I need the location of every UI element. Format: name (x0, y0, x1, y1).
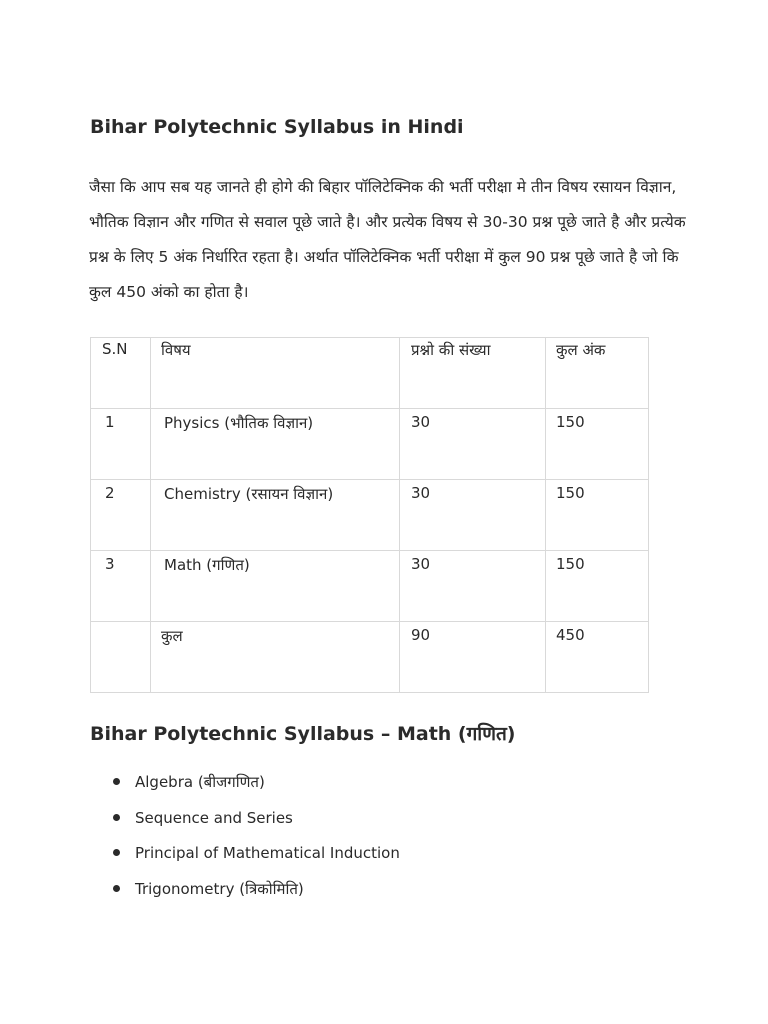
intro-paragraph: जैसा कि आप सब यह जानते ही होगे की बिहार पॉलिटेक्निक की भर्ती परीक्षा मे तीन विषय रसायन विज्ञान, भौतिक विज्ञान और गणित से सवाल पूछे जाते है। और प्रत्येक विषय से 30-30 प्रश्न पूछे जाते है और प्रत्येक प्रश्न के लिए 5 अंक निर्धारित रहता है। अर्थात पॉलिटेक्निक भर्ती परीक्षा में कुल 90 प्रश्न पूछे जाते है जो कि कुल 450 अंको का होता है। (89, 178, 686, 301)
header-cell-subject: विषय (151, 338, 400, 409)
cell-sn: 1 (91, 409, 151, 480)
list-item (112, 840, 400, 876)
list-item (112, 769, 400, 805)
cell-sn: 2 (91, 480, 151, 551)
list-item-label: Sequence and Series (135, 808, 293, 827)
cell-subject: Math (गणित) (151, 551, 400, 622)
cell-total-marks: 150 (546, 409, 649, 480)
syllabus-heading: Bihar Polytechnic Syllabus in Hindi (90, 116, 464, 138)
cell-grand-total-marks: 450 (546, 622, 649, 693)
table-total-row (91, 622, 649, 693)
bullet-icon (113, 778, 120, 785)
cell-question-count: 30 (400, 551, 546, 622)
table-row (91, 551, 649, 622)
list-item-label: Principal of Mathematical Induction (135, 844, 400, 862)
header-cell-total-marks: कुल अंक (546, 338, 649, 409)
table-header-row (91, 338, 649, 409)
cell-subject: Chemistry (रसायन विज्ञान) (151, 480, 400, 551)
cell-total-questions: 90 (400, 622, 546, 693)
bullet-icon (113, 885, 120, 892)
bullet-icon (113, 814, 120, 821)
marks-table (90, 337, 649, 693)
cell-sn: 3 (91, 551, 151, 622)
math-syllabus-heading: Bihar Polytechnic Syllabus – Math (गणित) (90, 723, 516, 745)
table-row (91, 409, 649, 480)
cell-question-count: 30 (400, 480, 546, 551)
list-item (112, 805, 400, 841)
header-cell-question-count: प्रश्नो की संख्या (400, 338, 546, 409)
cell-question-count: 30 (400, 409, 546, 480)
list-item-label: Trigonometry (त्रिकोमिति) (135, 879, 304, 898)
cell-subject: Physics (भौतिक विज्ञान) (151, 409, 400, 480)
cell-total-label: कुल (151, 622, 400, 693)
math-topic-list (112, 769, 400, 911)
list-item-label: Algebra (बीजगणित) (135, 773, 265, 791)
header-cell-sn: S.N (91, 338, 151, 409)
list-item (112, 876, 400, 912)
cell-total-marks: 150 (546, 551, 649, 622)
bullet-icon (113, 849, 120, 856)
cell-total-marks: 150 (546, 480, 649, 551)
cell-sn-empty (91, 622, 151, 693)
table-row (91, 480, 649, 551)
